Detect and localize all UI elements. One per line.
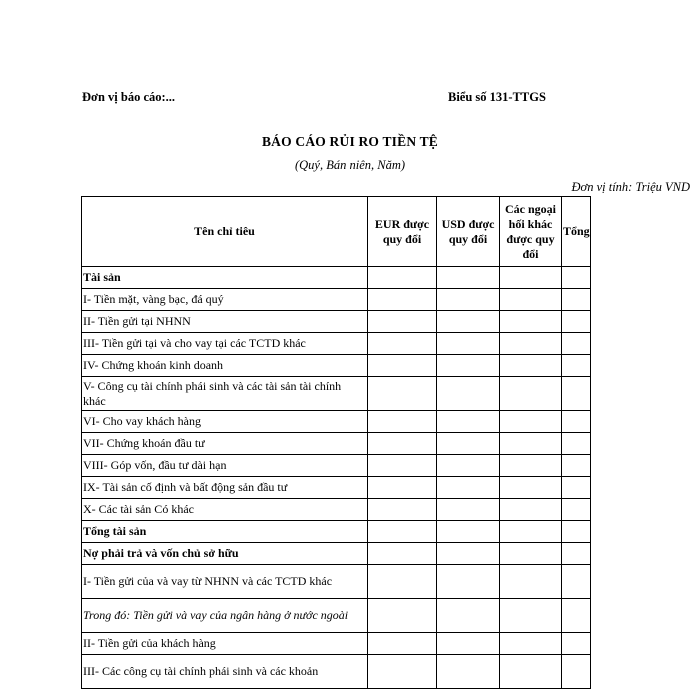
- table-header-row: [82, 197, 591, 267]
- cell-other[interactable]: [500, 565, 562, 599]
- cell-eur[interactable]: [368, 377, 437, 411]
- table-row: [82, 289, 591, 311]
- cell-other[interactable]: [500, 355, 562, 377]
- cell-usd[interactable]: [437, 565, 500, 599]
- cell-other[interactable]: [500, 311, 562, 333]
- table-row: [82, 633, 591, 655]
- cell-other[interactable]: [500, 499, 562, 521]
- cell-other[interactable]: [500, 433, 562, 455]
- row-label: I- Tiền mặt, vàng bạc, đá quý: [82, 289, 368, 311]
- cell-eur[interactable]: [368, 455, 437, 477]
- cell-usd[interactable]: [437, 411, 500, 433]
- cell-eur[interactable]: [368, 355, 437, 377]
- row-label: Trong đó: Tiền gửi và vay của ngân hàng ở nước ngoài: [82, 599, 368, 633]
- cell-other[interactable]: [500, 455, 562, 477]
- cell-total[interactable]: [562, 411, 591, 433]
- cell-total[interactable]: [562, 433, 591, 455]
- report-title: BÁO CÁO RỦI RO TIỀN TỆ: [261, 134, 439, 149]
- cell-total[interactable]: [562, 289, 591, 311]
- cell-eur[interactable]: [368, 599, 437, 633]
- cell-other[interactable]: [500, 633, 562, 655]
- cell-usd[interactable]: [437, 455, 500, 477]
- cell-eur[interactable]: [368, 565, 437, 599]
- table-row: [82, 267, 591, 289]
- cell-total[interactable]: [562, 333, 591, 355]
- table-body: [82, 267, 591, 689]
- cell-usd[interactable]: [437, 477, 500, 499]
- column-header-indicator-name: Tên chỉ tiêu: [82, 197, 368, 267]
- cell-eur[interactable]: [368, 433, 437, 455]
- cell-other[interactable]: [500, 477, 562, 499]
- cell-eur[interactable]: [368, 311, 437, 333]
- unit-of-measure: Đơn vị tính: Triệu VND: [571, 180, 690, 194]
- table-row: [82, 565, 591, 599]
- table-row: [82, 333, 591, 355]
- table-row: [82, 355, 591, 377]
- table-row: [82, 433, 591, 455]
- cell-total[interactable]: [562, 477, 591, 499]
- column-header-other-currencies: Các ngoại hối khác được quy đổi: [500, 197, 562, 267]
- column-header-total: Tổng: [562, 197, 591, 267]
- table-row: [82, 477, 591, 499]
- table-row: [82, 411, 591, 433]
- form-number-label: Biểu số 131-TTGS: [448, 90, 546, 104]
- currency-risk-table: [81, 196, 591, 689]
- table-row: [82, 521, 591, 543]
- cell-other[interactable]: [500, 599, 562, 633]
- row-label: II- Tiền gửi của khách hàng: [82, 633, 368, 655]
- cell-usd[interactable]: [437, 355, 500, 377]
- cell-other[interactable]: [500, 655, 562, 689]
- cell-eur[interactable]: [368, 411, 437, 433]
- row-label: IX- Tài sản cố định và bất động sản đầu tư: [82, 477, 368, 499]
- cell-usd[interactable]: [437, 289, 500, 311]
- cell-usd[interactable]: [437, 543, 500, 565]
- table-row: [82, 543, 591, 565]
- cell-eur[interactable]: [368, 477, 437, 499]
- cell-eur[interactable]: [368, 543, 437, 565]
- cell-total[interactable]: [562, 267, 591, 289]
- cell-total[interactable]: [562, 311, 591, 333]
- cell-eur[interactable]: [368, 633, 437, 655]
- cell-usd[interactable]: [437, 333, 500, 355]
- cell-total[interactable]: [562, 377, 591, 411]
- cell-total[interactable]: [562, 543, 591, 565]
- cell-other[interactable]: [500, 377, 562, 411]
- cell-total[interactable]: [562, 565, 591, 599]
- row-label: I- Tiền gửi của và vay từ NHNN và các TCTD khác: [82, 565, 368, 599]
- cell-usd[interactable]: [437, 311, 500, 333]
- cell-usd[interactable]: [437, 433, 500, 455]
- row-label: II- Tiền gửi tại NHNN: [82, 311, 368, 333]
- row-label: IV- Chứng khoán kinh doanh: [82, 355, 368, 377]
- cell-eur[interactable]: [368, 499, 437, 521]
- cell-other[interactable]: [500, 543, 562, 565]
- cell-total[interactable]: [562, 455, 591, 477]
- cell-other[interactable]: [500, 267, 562, 289]
- cell-other[interactable]: [500, 411, 562, 433]
- cell-usd[interactable]: [437, 521, 500, 543]
- row-label: Tài sản: [82, 267, 368, 289]
- cell-usd[interactable]: [437, 655, 500, 689]
- table-row: [82, 599, 591, 633]
- table-row: [82, 311, 591, 333]
- table-row: [82, 655, 591, 689]
- row-label: VIII- Góp vốn, đầu tư dài hạn: [82, 455, 368, 477]
- row-label: III- Các công cụ tài chính phái sinh và các khoản: [82, 655, 368, 689]
- cell-total[interactable]: [562, 633, 591, 655]
- table-row: [82, 499, 591, 521]
- row-label: X- Các tài sản Có khác: [82, 499, 368, 521]
- row-label: Nợ phải trả và vốn chủ sở hữu: [82, 543, 368, 565]
- cell-usd[interactable]: [437, 633, 500, 655]
- cell-eur[interactable]: [368, 289, 437, 311]
- cell-eur[interactable]: [368, 267, 437, 289]
- cell-usd[interactable]: [437, 377, 500, 411]
- cell-other[interactable]: [500, 289, 562, 311]
- cell-total[interactable]: [562, 521, 591, 543]
- cell-usd[interactable]: [437, 267, 500, 289]
- column-header-eur: EUR được quy đổi: [368, 197, 437, 267]
- row-label: V- Công cụ tài chính phái sinh và các tài sản tài chính khác: [82, 377, 368, 411]
- cell-total[interactable]: [562, 599, 591, 633]
- report-period: (Quý, Bán niên, Năm): [294, 158, 406, 172]
- cell-other[interactable]: [500, 521, 562, 543]
- cell-other[interactable]: [500, 333, 562, 355]
- table-row: [82, 455, 591, 477]
- cell-usd[interactable]: [437, 599, 500, 633]
- cell-total[interactable]: [562, 355, 591, 377]
- table-row: [82, 377, 591, 411]
- row-label: Tổng tài sản: [82, 521, 368, 543]
- cell-usd[interactable]: [437, 499, 500, 521]
- reporting-unit-label: Đơn vị báo cáo:...: [82, 90, 176, 104]
- cell-eur[interactable]: [368, 655, 437, 689]
- cell-eur[interactable]: [368, 521, 437, 543]
- row-label: VI- Cho vay khách hàng: [82, 411, 368, 433]
- cell-eur[interactable]: [368, 333, 437, 355]
- cell-total[interactable]: [562, 499, 591, 521]
- column-header-usd: USD được quy đổi: [437, 197, 500, 267]
- cell-total[interactable]: [562, 655, 591, 689]
- row-label: VII- Chứng khoán đầu tư: [82, 433, 368, 455]
- row-label: III- Tiền gửi tại và cho vay tại các TCTD khác: [82, 333, 368, 355]
